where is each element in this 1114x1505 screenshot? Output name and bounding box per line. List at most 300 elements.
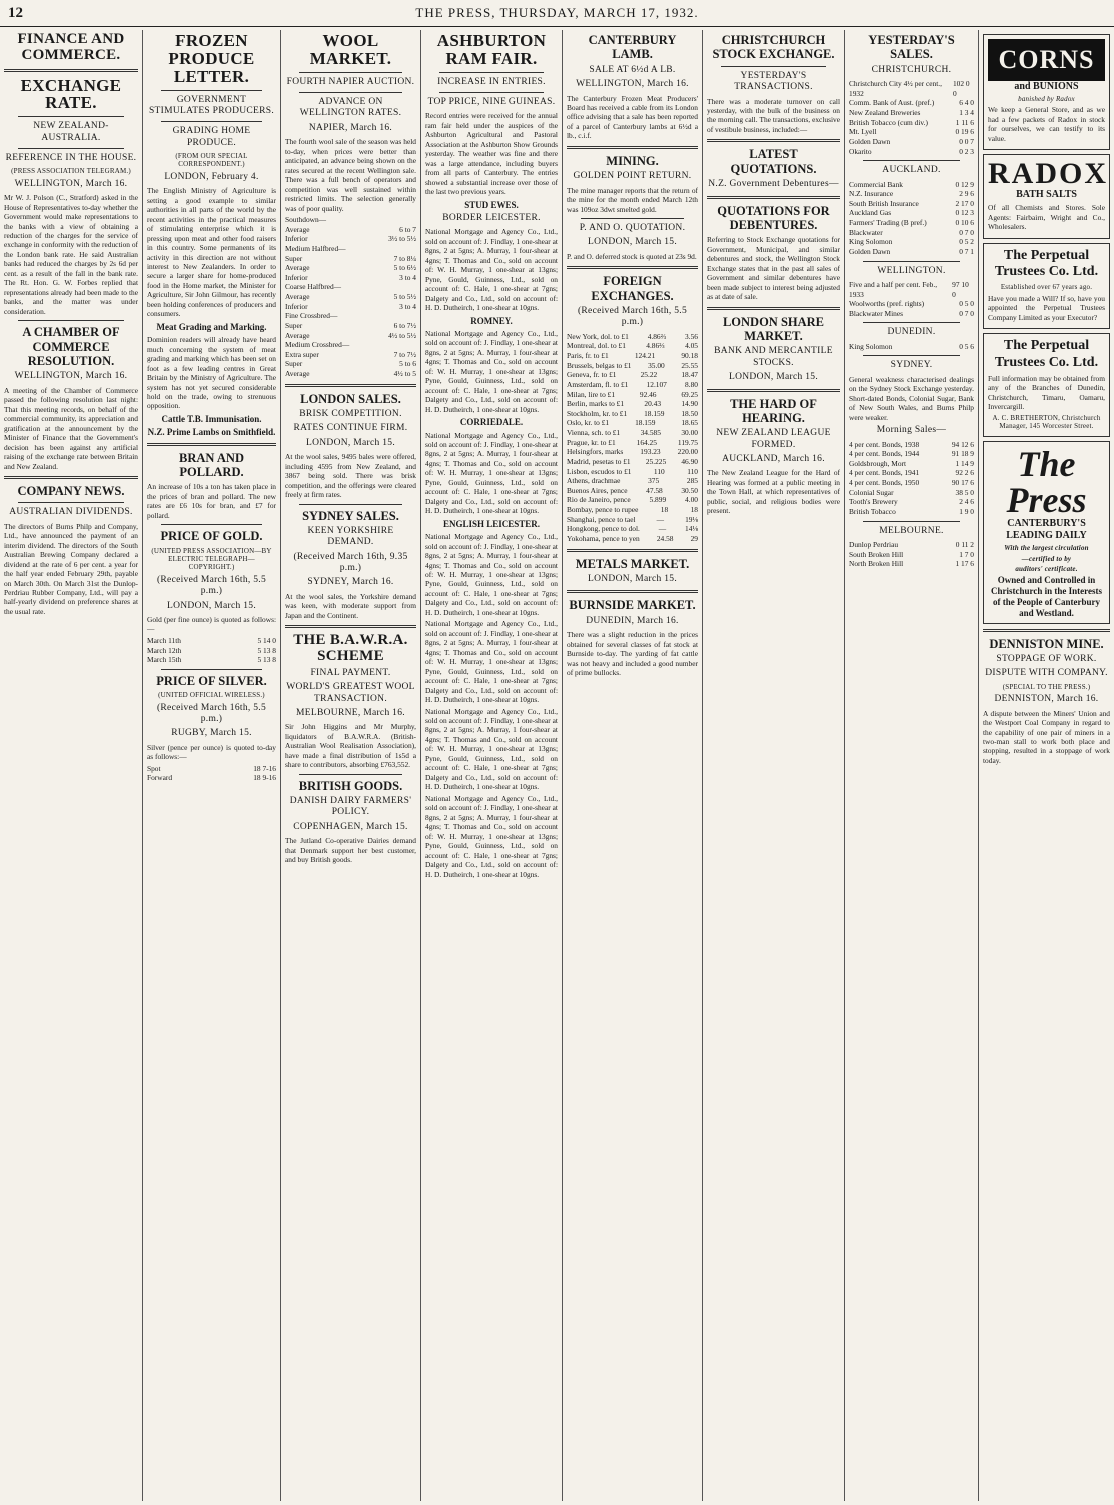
table-row xyxy=(849,180,974,190)
ad-brand: RADOX xyxy=(988,157,1108,191)
dateline: LONDON, March 15. xyxy=(588,573,677,584)
row-value: 25.22 xyxy=(640,370,658,380)
table-row xyxy=(567,467,698,477)
dateline: LONDON, March 15. xyxy=(729,372,818,383)
table-row xyxy=(567,438,698,448)
wire-credit: (PRESS ASSOCIATION TELEGRAM.) xyxy=(11,167,131,176)
table-row xyxy=(147,655,276,665)
row-value: 4.86⅔ xyxy=(647,331,667,341)
row-label: Spot xyxy=(147,763,161,773)
row-label: Rio de Janeiro, pence xyxy=(567,495,631,505)
exchange-rate-table xyxy=(567,332,698,544)
row-value: 193.23 xyxy=(640,447,661,457)
row-value: 30.00 xyxy=(681,428,698,438)
city-heading: AUCKLAND. xyxy=(882,165,941,176)
row-value: 90 17 6 xyxy=(951,478,974,488)
paper-dateline: THE PRESS, THURSDAY, MARCH 17, 1932. xyxy=(415,5,699,20)
wire-credit: (UNITED OFFICIAL WIRELESS.) xyxy=(158,691,265,700)
article-headline: THE HARD OF HEARING. xyxy=(730,396,817,425)
table-row xyxy=(285,273,416,283)
row-label: Super xyxy=(285,320,303,330)
row-value: 25.55 xyxy=(681,360,698,370)
ad-line: Established over 67 years ago. xyxy=(1000,283,1093,292)
table-row xyxy=(849,440,974,450)
article-body: General weakness characterised dealings on the Sydney Stock Exchange yesterday. Short-dated Bonds, Colonial Sugar, Bank of New South Wales, and Burns Philp were weaker. xyxy=(849,374,974,422)
row-label: 4 per cent. Bonds, 1941 xyxy=(849,468,920,478)
row-value: 1 3 4 xyxy=(959,108,974,118)
table-row xyxy=(849,108,974,118)
table-row xyxy=(849,468,974,478)
article-body: The directors of Burns Philp and Company, Ltd., have announced the payment of an interim dividend. The directors of the South Australian Brewing Company declared a dividend at the rate of 6 per cent. a year for the half year ended February 29th, payable on March 30th. On March 31st the Dunlop-Perdriau Rubber Company, Ltd., will pay a half-yearly dividend on preference shares at the usual rate. xyxy=(4,521,138,616)
row-value: 14.90 xyxy=(681,399,698,409)
city-heading: MELBOURNE. xyxy=(879,525,944,536)
ad-headline: The Perpetual Trustees Co. Ltd. xyxy=(994,338,1099,370)
sales-table xyxy=(849,342,974,352)
table-row xyxy=(849,228,974,238)
received-line: (Received March 16th, 5.5 p.m.) xyxy=(577,306,688,328)
row-value: 47.58 xyxy=(646,485,663,495)
article-subheading: STOPPAGE OF WORK. xyxy=(996,654,1097,665)
article-subheading: GRADING HOME PRODUCE. xyxy=(172,126,251,148)
row-label: Shanghai, pence to tael xyxy=(567,514,636,524)
column-frozen-produce xyxy=(142,30,280,1501)
table-row xyxy=(567,341,698,351)
row-value: 90.18 xyxy=(681,351,698,361)
row-value: 2 4 6 xyxy=(959,497,974,507)
row-label: Hongkong, pence to dol. xyxy=(567,524,640,534)
row-label: Commercial Bank xyxy=(849,179,903,189)
row-label: Brussels, belgas to £1 xyxy=(567,360,632,370)
row-label: Golden Dawn xyxy=(849,136,891,146)
row-label: Forward xyxy=(147,773,173,783)
article-headline: BRITISH GOODS. xyxy=(298,778,403,793)
sales-list: National Mortgage and Agency Co., Ltd., sold on account of: J. Findlay, 1 one-shear at 8gns, 2 at 5gns; A. Murray, 1 four-shear at 4gns; T. Thomas and Co., sold on account of: W. H. Murray, 1 one-shear at 13gns; Pyne, Gould, Guinness, Ltd., sold on account of: C. Hale, 1 one-shear at 7gns; Dalgety and Co., Ltd., sold on account of: H. D. Dutheirch, 1 one-shear at 10gns. xyxy=(425,430,558,516)
row-label: Average xyxy=(285,292,310,301)
row-label: South British Insurance xyxy=(849,198,919,208)
column-exchange-rate xyxy=(0,30,142,1501)
article-subheading: FOURTH NAPIER AUCTION. xyxy=(286,76,415,87)
table-row xyxy=(567,428,698,438)
table-row xyxy=(285,331,416,341)
ad-body: We keep a General Store, and as we had a few packets of Radox in stock for ourselves, we can testify to its value. xyxy=(988,105,1105,143)
row-value: 6 4 0 xyxy=(959,98,974,108)
silver-price-table xyxy=(147,764,276,783)
article-headline: METALS MARKET. xyxy=(575,556,690,571)
table-row xyxy=(849,280,974,299)
article-body: A meeting of the Chamber of Commerce passed the following resolution last night: That this meeting records, on behalf of the commercial community, its appreciation and gratification at the announcement by the Minister of Finance that the Government's decision has been against any artificial raising of the exchange rate between Britain and New Zealand. xyxy=(4,385,138,471)
row-value: 1 7 0 xyxy=(959,549,974,559)
received-line: (Received March 16th, 9.35 p.m.) xyxy=(293,551,408,574)
table-row xyxy=(285,302,416,312)
row-label: Goldsbrough, Mort xyxy=(849,458,907,468)
dateline: WELLINGTON, March 16. xyxy=(576,79,689,90)
row-value: 19⅛ xyxy=(685,514,698,524)
ad-line: A. C. BRETHERTON, Christchurch Manager, 145 Worcester Street. xyxy=(992,413,1101,430)
ad-line: With the largest circulation xyxy=(1004,544,1089,553)
article-body: There was a moderate turnover on call yesterday, with the bulk of the business on the morning call. The transactions, exclusive of vestibule business, included:— xyxy=(707,96,840,134)
row-label: Montreal, dol. to £1 xyxy=(567,341,626,351)
ad-headline: The Perpetual Trustees Co. Ltd. xyxy=(994,247,1099,280)
row-label: Buenos Aires, pence xyxy=(567,485,628,495)
row-value: 1 17 6 xyxy=(955,559,974,569)
row-value: 18.50 xyxy=(681,408,698,418)
section-subhead: STUD EWES. xyxy=(464,199,519,210)
section-title: FINANCE AND COMMERCE. xyxy=(17,31,125,63)
article-headline: A CHAMBER OF COMMERCE RESOLUTION. xyxy=(22,325,120,368)
row-label: Tooth's Brewery xyxy=(849,497,898,507)
article-body: The Canterbury Frozen Meat Producers' Board has received a cable from its London office advising that a sale has been reported of a parcel of Canterbury lambs at 6½d a lb., c.i.f. xyxy=(567,93,698,141)
row-value: 69.25 xyxy=(681,389,698,399)
table-row xyxy=(849,507,974,517)
dateline: LONDON, March 15. xyxy=(588,237,677,248)
row-value: — xyxy=(656,514,664,524)
row-value: 5 13 8 xyxy=(257,645,276,655)
row-value: 0 7 1 xyxy=(959,246,974,256)
row-label: King Solomon xyxy=(849,237,893,247)
article-body: The fourth wool sale of the season was held to-day, when prices were better than anticipated, an advance being shown on the rates secured at the recent Wellington sale. There was a full bench of operators and competition was well sustained within restricted limits. The selection generally was of poor quality. xyxy=(285,137,416,213)
table-row xyxy=(567,409,698,419)
table-row xyxy=(567,495,698,505)
table-row xyxy=(567,447,698,457)
table-row xyxy=(567,476,698,486)
received-line: (Received March 16th, 5.5 p.m.) xyxy=(156,574,267,597)
row-value: 18 9-16 xyxy=(253,773,276,783)
article-subheading: P. AND O. QUOTATION. xyxy=(579,223,686,234)
row-label: New York, dol. to £1 xyxy=(567,331,629,341)
received-line: (Received March 16th, 5.5 p.m.) xyxy=(156,702,267,724)
row-value: 34.585 xyxy=(640,428,661,438)
row-label: Average xyxy=(285,263,310,273)
section-subhead: Cattle T.B. Immunisation. xyxy=(161,413,262,424)
row-value: 18 7-16 xyxy=(253,763,276,773)
row-value: 18 xyxy=(690,505,698,515)
article-headline: LATEST QUOTATIONS. xyxy=(730,147,817,176)
column-wool-market xyxy=(280,30,420,1501)
table-row xyxy=(849,497,974,507)
row-value: 102 0 0 xyxy=(952,79,970,98)
row-label: Oslo, kr. to £1 xyxy=(567,418,610,428)
article-headline: YESTERDAY'S SALES. xyxy=(868,33,955,62)
article-headline: MINING. xyxy=(606,153,659,168)
table-row xyxy=(285,263,416,273)
article-headline: WOOL MARKET. xyxy=(309,31,392,68)
row-label: 4 per cent. Bonds, 1938 xyxy=(849,439,920,449)
ad-line: and BUNIONS xyxy=(1014,81,1079,92)
row-label: Colonial Sugar xyxy=(849,487,894,497)
table-row xyxy=(567,332,698,342)
row-label: New Zealand Breweries xyxy=(849,108,921,118)
radox-bath-salts-ad xyxy=(983,154,1110,238)
article-headline: SYDNEY SALES. xyxy=(302,508,399,523)
row-value: 92 2 6 xyxy=(955,468,974,478)
row-value: 0 12 3 xyxy=(955,208,974,218)
row-value: 3 to 4 xyxy=(399,301,416,311)
article-subheading: NEW ZEALAND LEAGUE FORMED. xyxy=(716,428,831,450)
table-row xyxy=(567,515,698,525)
row-value: 124.21 xyxy=(634,351,656,361)
row-value: 25.225 xyxy=(645,456,667,466)
row-value: 5 to 5½ xyxy=(393,292,416,301)
article-subheading: AUSTRALIAN DIVIDENDS. xyxy=(9,507,133,518)
gold-price-table xyxy=(147,636,276,665)
row-label: British Tobacco (cum div.) xyxy=(849,117,928,127)
article-subheading: SALE AT 6½d A LB. xyxy=(589,64,676,75)
row-value: 3 to 4 xyxy=(399,272,416,282)
sales-list: National Mortgage and Agency Co., Ltd., sold on account of: J. Findlay, 1 one-shear at 8gns, 2 at 5gns; A. Murray, 1 four-shear at 4gns; T. Thomas and Co., sold on account of: W. H. Murray, 1 one-shear at 13gns; Pyne, Gould, Guinness, Ltd., sold on account of: C. Hale, 1 one-shear at 7gns; Dalgety and Co., Ltd., sold on account of: H. D. Dutheirch, 1 one-shear at 10gns. xyxy=(425,532,558,617)
sales-list: National Mortgage and Agency Co., Ltd., sold on account of: J. Findlay, 1 one-shear at 8gns, 2 at 5gns; A. Murray, 1 four-shear at 4gns; T. Thomas and Co., sold on account of: W. H. Murray, 1 one-shear at 13gns; Pyne, Gould, Guinness, Ltd., sold on account of: C. Hale, 1 one-shear at 7gns; Dalgety and Co., Ltd., sold on account of: H. D. Dutheirch, 1 one-shear at 10gns. xyxy=(425,619,558,705)
row-value: 5 to 6½ xyxy=(393,263,416,273)
row-label: Five and a half per cent. Feb., 1933 xyxy=(849,279,938,299)
row-label: Christchurch City 4½ per cent., 1932 xyxy=(849,79,942,98)
row-label: March 11th xyxy=(147,635,182,645)
row-label: Average xyxy=(285,369,310,378)
table-row xyxy=(285,311,416,321)
row-label: Amsterdam, fl. to £1 xyxy=(567,379,629,389)
article-subheading: BRISK COMPETITION. xyxy=(299,409,402,419)
table-row xyxy=(285,282,416,292)
row-value: 4.86⅔ xyxy=(646,341,665,351)
article-body: The New Zealand League for the Hard of Hearing was formed at a public meeting in the Town Hall, at which representatives of public, social, and religious bodies were present. xyxy=(707,468,840,516)
sales-list: National Mortgage and Agency Co., Ltd., sold on account of: J. Findlay, 1 one-shear at 8gns, 2 at 5gns; A. Murray, 1 four-shear at 4gns; T. Thomas and Co., sold on account of: W. H. Murray, 1 one-shear at 13gns; Pyne, Gould, Guinness, Ltd., sold on account of: C. Hale, 1 one-shear at 7gns; Dalgety and Co., Ltd., sold on account of: H. D. Dutheirch, 1 one-shear at 10gns. xyxy=(425,328,558,414)
ad-line: BATH SALTS xyxy=(1016,189,1077,201)
breed-heading: CORRIEDALE. xyxy=(459,417,524,428)
row-value: 4.05 xyxy=(685,341,698,351)
table-row xyxy=(567,524,698,534)
row-value: 119.75 xyxy=(677,437,698,447)
article-body: Mr W. J. Polson (C., Stratford) asked in the House of Representatives to-day whether the Government would make representations to the banks with a view of obtaining a reduction of the charges for the service of exchange in conformity with the reduction of the London bank rate. He said Australian banks had reduced the charges by 2s 6d per cent. as a result of the fall in the bank rate. The Rt. Hon. G. W. Forbes replied that representations already had been made to the banks, and the matter was under consideration. xyxy=(4,193,138,316)
breed-heading: ROMNEY. xyxy=(470,315,513,326)
dateline: WELLINGTON, March 16. xyxy=(14,178,128,189)
table-row xyxy=(567,418,698,428)
table-row xyxy=(849,559,974,569)
table-row xyxy=(849,309,974,319)
row-label: Inferior xyxy=(285,301,308,311)
article-headline: LONDON SALES. xyxy=(300,391,401,406)
row-value: 0 5 0 xyxy=(959,299,974,309)
row-value: 7 to 7½ xyxy=(393,349,416,359)
article-body: At the wool sales, the Yorkshire demand was keen, with moderate support from Japan and the Continent. xyxy=(285,591,416,620)
row-label: Medium Crossbred— xyxy=(285,340,350,350)
article-body: Silver (pence per ounce) is quoted to-day as follows:— xyxy=(147,742,276,762)
article-body: Dominion readers will already have heard much concerning the system of meat grading and marking which has been set on foot as a few leading centres in Great Britain by the Ministry of Agriculture. The system has not yet secured considerable hold on the trade, owing to strenuous opposition. xyxy=(147,335,276,411)
row-value: 6 to 7 xyxy=(399,224,416,234)
article-headline: COMPANY NEWS. xyxy=(17,483,125,498)
row-value: — xyxy=(658,524,667,534)
article-subheading: N.Z. Government Debentures— xyxy=(708,179,839,190)
row-value: 0 0 7 xyxy=(959,136,974,146)
table-row xyxy=(567,505,698,515)
row-label: 4 per cent. Bonds, 1944 xyxy=(849,449,920,459)
article-headline: DENNISTON MINE. xyxy=(989,636,1104,651)
row-value: 8.80 xyxy=(685,379,698,389)
row-value: 0 7 0 xyxy=(959,227,974,237)
row-value: 0 5 2 xyxy=(959,237,974,247)
table-row xyxy=(567,534,698,544)
table-row xyxy=(849,189,974,199)
perpetual-trustees-ad xyxy=(983,243,1110,329)
row-value: 5.899 xyxy=(649,495,667,505)
dateline: NAPIER, March 16. xyxy=(308,122,393,133)
table-row xyxy=(849,137,974,147)
row-value: 4½ to 5 xyxy=(393,369,416,378)
row-label: Auckland Gas xyxy=(849,208,892,218)
table-row xyxy=(285,350,416,360)
table-row xyxy=(849,449,974,459)
press-logo: The Press xyxy=(1006,444,1087,521)
article-subheading: RATES CONTINUE FIRM. xyxy=(293,423,408,434)
page-number: 12 xyxy=(8,4,23,21)
article-headline: EXCHANGE RATE. xyxy=(20,75,122,113)
row-value: 3.56 xyxy=(685,331,698,341)
row-value: 1 9 0 xyxy=(959,506,974,516)
ad-line: CANTERBURY'S xyxy=(1007,518,1086,530)
ad-body: Full information may be obtained from any of the Branches of Dunedin, Christchurch, Timaru, Oamaru, Invercargill. xyxy=(988,373,1105,412)
row-value: 30.50 xyxy=(681,485,698,495)
wire-credit: (SPECIAL TO THE PRESS.) xyxy=(1002,682,1091,691)
table-row xyxy=(567,380,698,390)
row-label: Fine Crossbred— xyxy=(285,311,338,321)
article-subheading: WORLD'S GREATEST WOOL TRANSACTION. xyxy=(286,682,415,704)
sales-list: National Mortgage and Agency Co., Ltd., sold on account of: J. Findlay, 1 one-shear at 8gns, 2 at 5gns; A. Murray, 1 four-shear at 4gns; T. Thomas and Co., sold on account of: W. H. Murray, 1 one-shear at 13gns; Pyne, Gould, Guinness, Ltd., sold on account of: C. Hale, 1 one-shear at 7gns; Dalgety and Co., Ltd., sold on account of: H. D. Dutheirch, 1 one-shear at 10gns. xyxy=(425,793,558,879)
sales-list: National Mortgage and Agency Co., Ltd., sold on account of: J. Findlay, 1 one-shear at 8gns, 2 at 5gns; A. Murray, 1 four-shear at 4gns; T. Thomas and Co., sold on account of: W. H. Murray, 1 one-shear at 13gns; Pyne, Gould, Guinness, Ltd., sold on account of: C. Hale, 1 one-shear at 7gns; Dalgety and Co., Ltd., sold on account of: H. D. Dutheirch, 1 one-shear at 10gns. xyxy=(425,706,558,792)
table-row xyxy=(849,342,974,352)
breed-heading: BORDER LEICESTER. xyxy=(442,213,541,224)
sales-table xyxy=(849,440,974,517)
row-value: 2 9 6 xyxy=(959,189,974,199)
row-value: 4½ to 5½ xyxy=(388,330,416,340)
row-value: 110 xyxy=(653,466,665,476)
dateline: DENNISTON, March 16. xyxy=(994,694,1099,705)
row-label: Super xyxy=(285,359,303,369)
column-ram-fair xyxy=(420,30,562,1501)
row-value: 18 xyxy=(660,505,669,515)
table-row xyxy=(147,764,276,774)
article-headline: THE B.A.W.R.A. SCHEME xyxy=(293,632,408,664)
column-lamb-mining-exchanges xyxy=(562,30,702,1501)
perpetual-trustees-ad xyxy=(983,333,1110,437)
row-value: 18.47 xyxy=(681,370,698,380)
row-label: Average xyxy=(285,224,310,234)
table-row xyxy=(849,247,974,257)
row-label: Blackwater Mines xyxy=(849,308,903,318)
row-label: North Broken Hill xyxy=(849,559,904,569)
article-subheading: KEEN YORKSHIRE DEMAND. xyxy=(307,525,394,548)
table-row xyxy=(849,98,974,108)
row-label: Blackwater xyxy=(849,227,883,237)
dateline: DUNEDIN, March 16. xyxy=(586,615,679,626)
row-label: Comm. Bank of Aust. (pref.) xyxy=(849,98,935,108)
article-headline: PRICE OF SILVER. xyxy=(156,673,267,688)
row-value: 164.25 xyxy=(636,437,657,447)
row-value: 7 to 8¼ xyxy=(393,253,416,263)
table-row xyxy=(849,540,974,550)
dateline: MELBOURNE, March 16. xyxy=(296,707,405,718)
column-advertisements xyxy=(978,30,1114,1501)
row-value: 5 14 0 xyxy=(257,635,276,645)
article-headline: BRAN AND POLLARD. xyxy=(179,450,244,479)
row-label: Madrid, pesetas to £1 xyxy=(567,456,631,466)
ad-body: Of all Chemists and Stores. Sole Agents: Fairbairn, Wright and Co., Wholesalers. xyxy=(988,203,1105,232)
sales-table xyxy=(849,280,974,319)
section-subhead: N.Z. Prime Lambs on Smithfield. xyxy=(147,427,276,438)
table-row xyxy=(285,215,416,225)
row-value: 46.90 xyxy=(681,456,698,466)
city-heading: CHRISTCHURCH. xyxy=(871,64,952,75)
article-headline: QUOTATIONS FOR DEBENTURES. xyxy=(717,203,830,232)
dateline: LONDON, March 15. xyxy=(167,600,256,611)
table-row xyxy=(285,292,416,302)
row-label: Lisbon, escudos to £1 xyxy=(567,466,632,476)
article-body: At the wool sales, 9495 bales were offered, including 4595 from New Zealand, and 3867 being sold. There was brisk competition, and the offerings were cleared freely at firm rates. xyxy=(285,452,416,500)
article-body: The English Ministry of Agriculture is setting a good example to similar authorities in all parts of the world by the recent activities in the practical measures of stimulating enterprise which it is pressing upon meat and other food raisers in this country. Some permanents of its activity in this direction are not without interest to New Zealanders. In order to secure a larger share for home-produced food in the Home market, the Minister for Agriculture, Sir John Gilmour, has recently been holding conferences of producers and consumers. xyxy=(147,186,276,319)
row-label: Mt. Lyell xyxy=(849,127,877,137)
ad-line: auditors' certificate. xyxy=(1015,565,1078,574)
row-label: Coarse Halfbred— xyxy=(285,282,342,292)
article-headline: LONDON SHARE MARKET. xyxy=(722,314,825,343)
row-label: Milan, lire to £1 xyxy=(567,389,616,399)
table-row xyxy=(567,399,698,409)
table-row xyxy=(285,340,416,350)
row-value: 0 11 2 xyxy=(955,539,974,549)
column-stock-exchange xyxy=(702,30,844,1501)
city-heading: WELLINGTON. xyxy=(877,265,946,276)
table-row xyxy=(567,351,698,361)
row-value: 110 xyxy=(687,466,698,476)
article-body: The mine manager reports that the return of the mine for the month ended March 12th was 109oz 3dwt smelted gold. xyxy=(567,185,698,214)
row-value: 14⅛ xyxy=(685,524,698,534)
article-subheading: NEW ZEALAND-AUSTRALIA. xyxy=(33,121,109,143)
row-value: 12.107 xyxy=(646,379,667,389)
ad-line: banished by Radox xyxy=(1018,95,1075,103)
table-row xyxy=(849,478,974,488)
row-value: 0 7 0 xyxy=(959,308,974,318)
article-body: Sir John Higgins and Mr Murphy, liquidators of B.A.W.R.A. (British-Australian Wool Realisation Association), have made a final distribution of 1s5d a share to contributors, absorbing £763,552. xyxy=(285,722,416,770)
table-row xyxy=(567,457,698,467)
row-value: 6 to 7½ xyxy=(393,320,416,330)
row-value: 0 19 6 xyxy=(955,127,974,137)
page-masthead xyxy=(0,0,1114,27)
row-value: 92.46 xyxy=(639,389,657,399)
dateline: WELLINGTON, March 16. xyxy=(14,371,128,382)
row-value: 94 12 6 xyxy=(951,439,974,449)
ad-line: Owned and Controlled in Christchurch in the Interests of the People of Canterbury and Westland. xyxy=(991,575,1102,618)
article-headline: CHRISTCHURCH STOCK EXCHANGE. xyxy=(712,33,835,62)
row-value: 5 to 6 xyxy=(399,359,416,369)
row-value: 0 5 6 xyxy=(959,341,974,351)
article-subheading: GOLDEN POINT RETURN. xyxy=(573,171,692,182)
table-row xyxy=(285,359,416,369)
table-row xyxy=(285,234,416,244)
ad-body: Have you made a Will? If so, have you appointed the Perpetual Trustees Company Limited as your Executor? xyxy=(988,293,1105,322)
sales-table xyxy=(849,79,974,156)
row-label: Southdown— xyxy=(285,215,327,224)
row-value: 18.159 xyxy=(635,418,656,428)
breed-heading: ENGLISH LEICESTER. xyxy=(442,518,541,529)
dateline: LONDON, March 15. xyxy=(306,437,395,448)
ad-line: —certified to by xyxy=(1021,554,1072,563)
article-subheading: ADVANCE ON WELLINGTON RATES. xyxy=(299,97,402,119)
row-value: 29 xyxy=(690,533,698,543)
row-label: Prague, kr. to £1 xyxy=(567,437,616,447)
ad-line: LEADING DAILY xyxy=(1006,530,1087,542)
table-row xyxy=(285,321,416,331)
sales-subheading: Morning Sales— xyxy=(876,425,947,436)
table-row xyxy=(849,488,974,498)
table-row xyxy=(567,486,698,496)
dateline: LONDON, February 4. xyxy=(164,171,259,182)
row-label: Super xyxy=(285,253,303,263)
sales-list: National Mortgage and Agency Co., Ltd., sold on account of: J. Findlay, 1 one-shear at 8gns, 2 at 5gns; A. Murray, 1 four-shear at 4gns; T. Thomas and Co., sold on account of: W. H. Murray, 1 one-shear at 13gns; Pyne, Gould, Guinness, Ltd., sold on account of: C. Hale, 1 one-shear at 7gns; Dalgety and Co., Ltd., sold on account of: H. D. Dutheirch, 1 one-shear at 10gns. xyxy=(425,227,558,313)
